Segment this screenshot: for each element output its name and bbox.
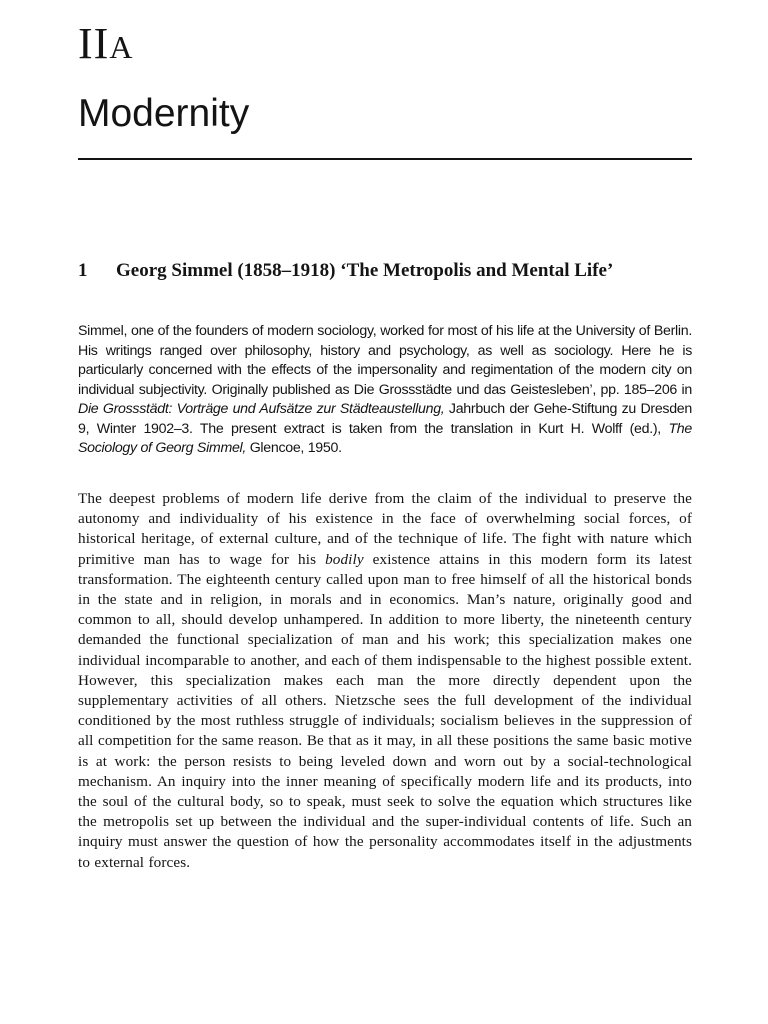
part-label-main: II xyxy=(78,19,110,68)
intro-text: Jahrbuch der Gehe-Stiftung zu Dresden 9, Winter 1902–3. The present extract is taken from the translation in Kurt H. Wolff (ed.), xyxy=(78,401,692,437)
chapter-heading xyxy=(78,258,678,283)
body-text: existence attains in this modern form its latest transformation. The eighteenth century called upon man to free himself of all the historical bonds in the state and in religion, in morals and in economics. Man’s nature, originally good and common to all, should develop unhampered. In addition to more liberty, the nineteenth century demanded the functional specialization of man and his work; this specialization makes one individual incomparable to another, and each of them indispensable to the highest possible extent. However, this specialization makes each man the more directly dependent upon the supplementary activities of all others. Nietzsche sees the full development of the individual conditioned by the most ruthless struggle of individuals; socialism believes in the suppression of all competition for the same reason. Be that as it may, in all these positions the same basic motive is at work: the person resists to being leveled down and worn out by a social-technological mechanism. An inquiry into the inner meaning of specifically modern life and its products, into the soul of the cultural body, so to speak, must seek to solve the equation which structures like the metropolis set up between the individual and the super-individual contents of life. Such an inquiry must answer the question of how the personality accommodates itself in the adjustments to external forces. xyxy=(78,550,692,871)
intro-paragraph xyxy=(78,322,692,459)
intro-text: Glencoe, 1950. xyxy=(246,440,342,456)
body-paragraph xyxy=(78,489,692,873)
chapter-title: Georg Simmel (1858–1918) ‘The Metropolis and Mental Life’ xyxy=(116,260,614,281)
chapter-number: 1 xyxy=(78,260,88,281)
part-label xyxy=(78,18,133,73)
intro-source-title: Die Grossstädt: Vorträge und Aufsätze zur Städteaustellung, xyxy=(78,401,445,417)
body-text: The deepest problems of modern life derive from the claim of the individual to preserve the autonomy and individuality of his existence in the face of overwhelming social forces, of historical heritage, of external culture, and of the technique of life. The fight with nature which primitive man has to wage for his xyxy=(78,490,692,568)
intro-book-title: The Sociology of Georg Simmel, xyxy=(78,420,692,456)
part-title: Modernity xyxy=(78,92,250,135)
part-label-suffix: A xyxy=(109,29,134,65)
intro-text: Simmel, one of the founders of modern sociology, worked for most of his life at the University of Berlin. His writings ranged over philosophy, history and psychology, as well as sociology. Here he is particularly concerned with the effects of the impersonality and regimentation of the modern city on individual subjectivity. Originally published as Die Grossstädte und das Geistesleben’, pp. 185–206 in xyxy=(78,323,692,398)
title-rule xyxy=(78,158,692,160)
body-emphasis: bodily xyxy=(325,550,364,568)
